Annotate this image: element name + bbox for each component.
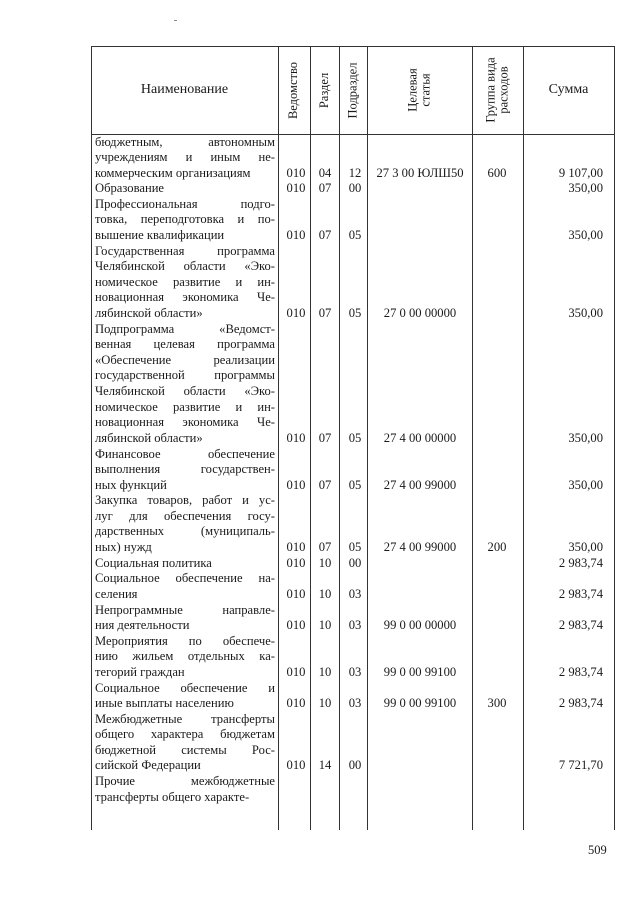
row-name-line: нию жильем отдельных ка- (95, 649, 275, 664)
row-name-line: коммерческим организациям (95, 165, 251, 180)
cell-gruppa-vida (475, 478, 519, 494)
row-name-line: Подпрограмма «Ведомст- (95, 321, 275, 336)
row-name-line: ния деятельности (95, 618, 190, 633)
scan-mark (174, 20, 177, 21)
cell-podrazdel: 05 (348, 477, 362, 492)
cell-gruppa-vida (475, 431, 519, 447)
cell-podrazdel: 00 (348, 181, 362, 196)
cell-podrazdel: 03 (348, 618, 362, 633)
row-name-line: трансферты общего характе- (95, 789, 250, 804)
cell-gruppa-vida (475, 556, 519, 572)
cell-summa: 350,00 (568, 430, 603, 445)
cell-podrazdel: 03 (348, 586, 362, 601)
cell-summa: 2 983,74 (558, 618, 603, 633)
cell-summa: 7 721,70 (558, 758, 603, 773)
cell-summa: 350,00 (568, 228, 603, 243)
row-name-line: новационная экономика Че- (95, 415, 275, 430)
cell-vedomstvo: 010 (286, 430, 306, 445)
table-row (91, 244, 614, 322)
row-name-line: Челябинской области «Эко- (95, 259, 275, 274)
table-row (91, 135, 614, 182)
cell-podrazdel: 05 (348, 430, 362, 445)
row-name-line: бюджетной системы Рос- (95, 742, 275, 757)
row-name-line: дарственных (муниципаль- (95, 524, 275, 539)
cell-vedomstvo: 010 (286, 586, 306, 601)
row-name-line: общего характера бюджетам (95, 727, 275, 742)
cell-razdel (315, 790, 335, 806)
cell-celevaya-statya (369, 758, 471, 774)
cell-summa: 350,00 (568, 477, 603, 492)
row-name-line: государственной программы (95, 368, 275, 383)
cell-celevaya-statya (369, 587, 471, 603)
cell-gruppa-vida: 600 (487, 165, 507, 180)
cell-vedomstvo: 010 (286, 165, 306, 180)
row-name-line: ных функций (95, 477, 167, 492)
table-row (91, 181, 614, 197)
row-name (95, 571, 275, 602)
row-name-line: ных) нужд (95, 540, 152, 555)
cell-celevaya-statya: 99 0 00 00000 (383, 618, 457, 633)
cell-gruppa-vida (475, 758, 519, 774)
table-border-right (614, 46, 615, 830)
row-name-line: вышение квалификации (95, 228, 225, 243)
cell-vedomstvo (283, 790, 309, 806)
cell-celevaya-statya: 99 0 00 99100 (383, 696, 457, 711)
cell-gruppa-vida (475, 181, 519, 197)
row-name (95, 556, 275, 572)
cell-vedomstvo: 010 (286, 618, 306, 633)
cell-razdel: 10 (318, 696, 332, 711)
cell-celevaya-statya: 27 4 00 00000 (383, 430, 457, 445)
cell-razdel: 07 (318, 477, 332, 492)
cell-summa: 2 983,74 (558, 555, 603, 570)
cell-podrazdel (345, 790, 365, 806)
cell-razdel: 10 (318, 555, 332, 570)
cell-vedomstvo: 010 (286, 664, 306, 679)
row-name-line: Непрограммные направле- (95, 602, 275, 617)
row-name-line: Государственная программа (95, 243, 275, 258)
cell-vedomstvo: 010 (286, 181, 306, 196)
row-name-line: выполнения государствен- (95, 462, 275, 477)
row-name-line: бюджетным, автономным (95, 134, 275, 149)
table-row (91, 634, 614, 681)
row-name-line: Социальное обеспечение и (95, 680, 275, 695)
cell-summa: 2 983,74 (558, 696, 603, 711)
row-name (95, 181, 275, 197)
row-name (95, 634, 275, 681)
cell-celevaya-statya (369, 790, 471, 806)
cell-vedomstvo: 010 (286, 540, 306, 555)
cell-gruppa-vida (475, 790, 519, 806)
cell-summa: 9 107,00 (558, 165, 603, 180)
cell-summa: 2 983,74 (558, 664, 603, 679)
row-name (95, 244, 275, 322)
column-header-podrazdel: Подраздел (345, 62, 360, 118)
row-name-line: венная целевая программа (95, 337, 275, 352)
cell-razdel: 14 (318, 758, 332, 773)
table-row (91, 571, 614, 602)
cell-podrazdel: 12 (348, 165, 362, 180)
cell-razdel: 04 (318, 165, 332, 180)
cell-celevaya-statya: 27 0 00 00000 (383, 306, 457, 321)
cell-summa: 350,00 (568, 306, 603, 321)
cell-razdel: 07 (318, 430, 332, 445)
row-name (95, 135, 275, 182)
row-name-line: номическое развитие и ин- (95, 399, 275, 414)
table-row (91, 712, 614, 774)
cell-summa: 350,00 (568, 181, 603, 196)
page-number: 509 (588, 843, 607, 857)
table-row (91, 603, 614, 634)
row-name (95, 493, 275, 555)
column-header-name: Наименование (140, 82, 229, 97)
table-row (91, 493, 614, 555)
row-name-line: селения (95, 586, 138, 601)
cell-vedomstvo: 010 (286, 477, 306, 492)
cell-razdel: 10 (318, 586, 332, 601)
cell-celevaya-statya: 27 4 00 99000 (383, 477, 457, 492)
column-header-vedomstvo: Ведомство (286, 61, 301, 119)
cell-gruppa-vida (475, 306, 519, 322)
table-row (91, 322, 614, 447)
row-name-line: сийской Федерации (95, 758, 201, 773)
table-row (91, 447, 614, 494)
cell-summa (525, 790, 603, 806)
cell-razdel: 10 (318, 664, 332, 679)
row-name-line: лябинской области» (95, 306, 203, 321)
row-name-line: Социальная политика (95, 555, 212, 570)
cell-razdel: 10 (318, 618, 332, 633)
row-name (95, 447, 275, 494)
cell-razdel: 07 (318, 228, 332, 243)
cell-podrazdel: 05 (348, 306, 362, 321)
table-row (91, 197, 614, 244)
row-name-line: «Обеспечение реализации (95, 352, 275, 367)
cell-celevaya-statya (369, 181, 471, 197)
cell-vedomstvo: 010 (286, 696, 306, 711)
row-name (95, 322, 275, 447)
column-header-summa: Сумма (548, 82, 589, 97)
column-header-razdel: Раздел (317, 72, 332, 108)
cell-celevaya-statya: 27 4 00 99000 (383, 540, 457, 555)
row-name-line: номическое развитие и ин- (95, 274, 275, 289)
row-name-line: Мероприятия по обеспече- (95, 633, 275, 648)
table-row (91, 681, 614, 712)
cell-vedomstvo: 010 (286, 555, 306, 570)
row-name (95, 774, 275, 805)
cell-summa: 2 983,74 (558, 586, 603, 601)
cell-gruppa-vida (475, 587, 519, 603)
row-name-line: учреждениям и иным не- (95, 150, 275, 165)
cell-celevaya-statya: 99 0 00 99100 (383, 664, 457, 679)
row-name-line: луг для обеспечения госу- (95, 508, 275, 523)
column-header-celevaya-statya: Целевая статья (405, 68, 433, 112)
column-header-gruppa-vida-rashodov: Группа вида расходов (483, 57, 511, 123)
cell-gruppa-vida (475, 228, 519, 244)
cell-podrazdel: 00 (348, 555, 362, 570)
cell-celevaya-statya: 27 3 00 ЮЛШ50 (376, 165, 464, 180)
row-name (95, 681, 275, 712)
row-name-line: Профессиональная подго- (95, 196, 275, 211)
row-name-line: Финансовое обеспечение (95, 446, 275, 461)
row-name-line: Закупка товаров, работ и ус- (95, 493, 275, 508)
cell-gruppa-vida (475, 618, 519, 634)
cell-vedomstvo: 010 (286, 758, 306, 773)
table-row (91, 774, 614, 805)
row-name (95, 712, 275, 774)
cell-podrazdel: 05 (348, 228, 362, 243)
row-name (95, 197, 275, 244)
row-name-line: Образование (95, 181, 165, 196)
cell-podrazdel: 03 (348, 664, 362, 679)
cell-podrazdel: 03 (348, 696, 362, 711)
row-name-line: тегорий граждан (95, 664, 185, 679)
row-name-line: новационная экономика Че- (95, 290, 275, 305)
cell-podrazdel: 05 (348, 540, 362, 555)
cell-celevaya-statya (369, 228, 471, 244)
row-name-line: Челябинской области «Эко- (95, 384, 275, 399)
cell-summa: 350,00 (568, 540, 603, 555)
row-name-line: иные выплаты населению (95, 696, 234, 711)
table-row (91, 556, 614, 572)
row-name (95, 603, 275, 634)
cell-celevaya-statya (369, 556, 471, 572)
cell-vedomstvo: 010 (286, 306, 306, 321)
cell-razdel: 07 (318, 306, 332, 321)
cell-vedomstvo: 010 (286, 228, 306, 243)
cell-gruppa-vida: 200 (487, 540, 507, 555)
cell-podrazdel: 00 (348, 758, 362, 773)
cell-razdel: 07 (318, 540, 332, 555)
row-name-line: товка, переподготовка и по- (95, 212, 275, 227)
row-name-line: Социальное обеспечение на- (95, 571, 275, 586)
row-name-line: Межбюджетные трансферты (95, 711, 275, 726)
cell-gruppa-vida: 300 (487, 696, 507, 711)
cell-razdel: 07 (318, 181, 332, 196)
cell-gruppa-vida (475, 665, 519, 681)
row-name-line: Прочие межбюджетные (95, 774, 275, 789)
row-name-line: лябинской области» (95, 430, 203, 445)
